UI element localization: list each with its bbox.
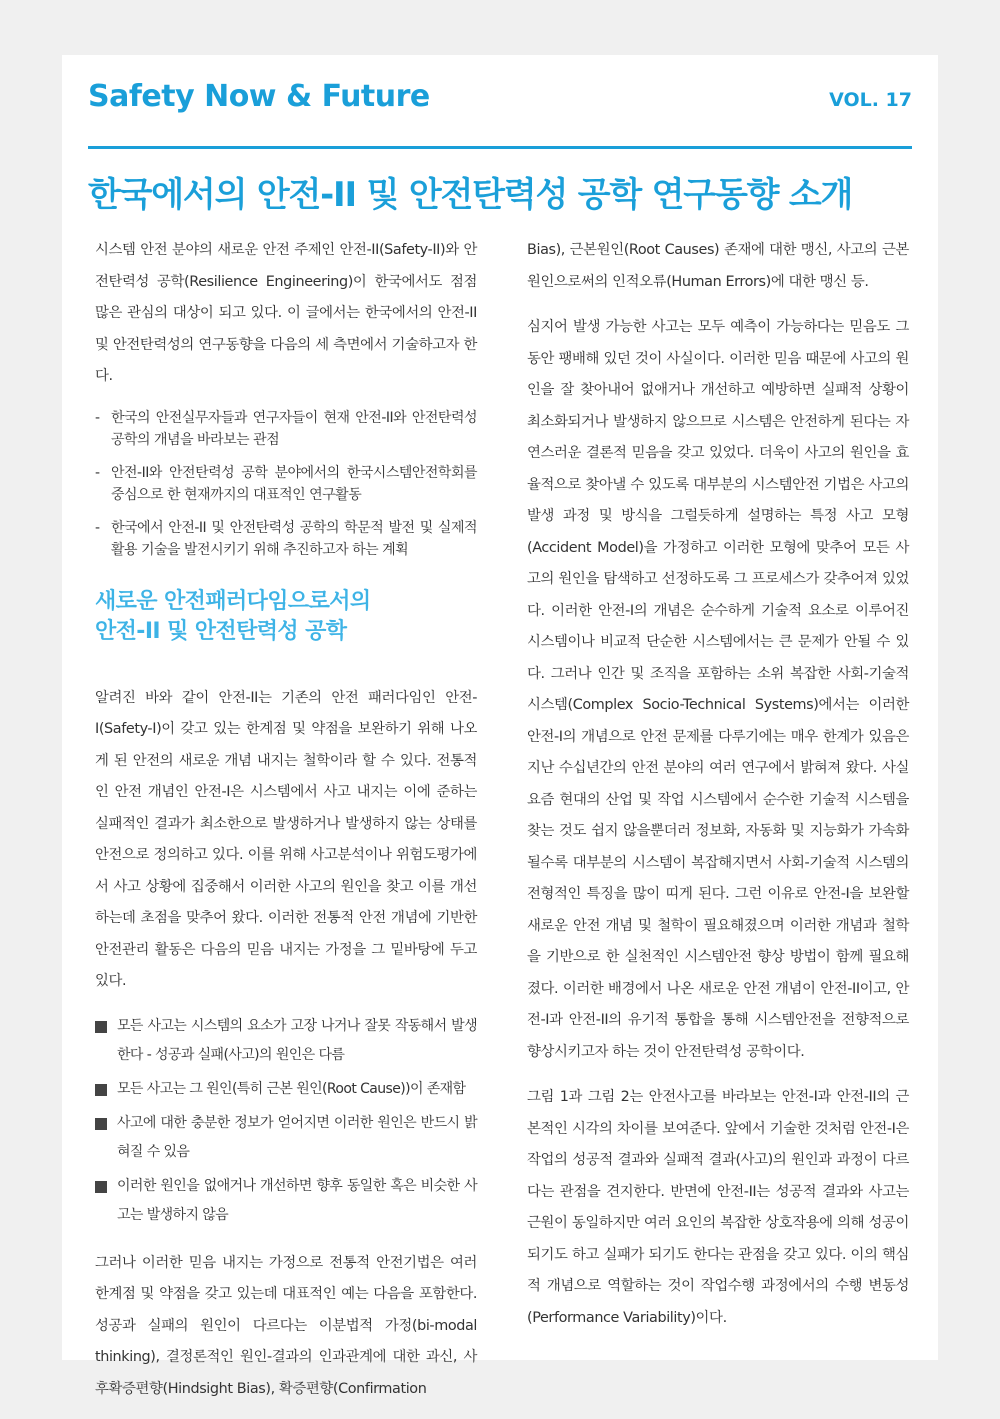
- magazine-title: Safety Now & Future: [88, 79, 430, 114]
- header: [88, 77, 912, 121]
- section-heading: 새로운 안전패러다임으로서의 안전-II 및 안전탄력성 공학: [95, 588, 371, 644]
- square-bullet-icon: [95, 1118, 107, 1130]
- square-bullet-icon: [95, 1181, 107, 1193]
- body-paragraph: Bias), 근본원인(Root Causes) 존재에 대한 맹신, 사고의 근본 원인으로써의 인적오류(Human Errors)에 대한 맹신 등.: [527, 242, 909, 290]
- beliefs-list: [95, 1012, 477, 1230]
- body-paragraph: 그림 1과 그림 2는 안전사고를 바라보는 안전-I과 안전-II의 근본적인 시각의 차이를 보여준다. 앞에서 기술한 것처럼 안전-I은 작업의 성공적 결과와 실패적 결과(사고)의 원인과 과정이 다르다는 관점을 견지한다. 반면에 안전-II는 성공적 결과와 사고는 근원이 동일하지만 여러 요인의 복잡한 상호작용에 의해 성공이 되기도 하고 실패가 되기도 한다는 관점을 갖고 있다. 이의 핵심적 개념으로 역할하는 것이 작업수행 과정에서의 수행 변동성(Performance Variability)이다.: [527, 1089, 909, 1326]
- volume-number: VOL. 17: [829, 89, 912, 111]
- dash-marker: -: [95, 464, 100, 481]
- right-column: [527, 235, 909, 1348]
- body-paragraph: 그러나 이러한 믿음 내지는 가정으로 전통적 안전기법은 여러 한계점 및 약점을 갖고 있는데 대표적인 예는 다음을 포함한다. 성공과 실패의 원인이 다르다는 이분법적 가정(bi-modal thinking), 결정론적인 원인-결과의 인과관계에 대한 과신, 사후확증편향(Hindsight Bias), 확증편향(Confirmation: [95, 1254, 477, 1397]
- list-item: 모든 사고는 시스템의 요소가 고장 나거나 잘못 작동해서 발생한다 - 성공과 실패(사고)의 원인은 다름: [95, 1012, 477, 1070]
- list-item: - 한국에서 안전-II 및 안전탄력성 공학의 학문적 발전 및 실제적 활용 기술을 발전시키기 위해 추진하고자 하는 계획: [95, 517, 477, 561]
- list-item: 사고에 대한 충분한 정보가 얻어지면 이러한 원인은 반드시 밝혀질 수 있음: [95, 1109, 477, 1167]
- article-title: 한국에서의 안전-II 및 안전탄력성 공학 연구동향 소개: [88, 175, 853, 215]
- body-paragraph: 심지어 발생 가능한 사고는 모두 예측이 가능하다는 믿음도 그동안 팽배해 있던 것이 사실이다. 이러한 믿음 때문에 사고의 원인을 잘 찾아내어 없애거나 개선하고 예방하면 실패적 상황이 최소화되거나 발생하지 않으므로 시스템은 안전하게 된다는 자연스러운 결론적 믿음을 갖고 있었다. 더욱이 사고의 원인을 효율적으로 찾아낼 수 있도록 대부분의 시스템안전 기법은 사고의 발생 과정 및 방식을 그럴듯하게 설명하는 특정 사고 모형(Accident Model)을 가정하고 이러한 모형에 맞추어 모든 사고의 원인을 탐색하고 선정하도록 그 프로세스가 갖추어져 있었다. 이러한 안전-I의 개념은 순수하게 기술적 요소로 이루어진 시스템이나 비교적 단순한 시스템에서는 큰 문제가 안될 수 있다. 그러나 인간 및 조직을 포함하는 소위 복잡한 사회-기술적 시스템(Complex Socio-Technical Systems)에서는 이러한 안전-I의 개념으로 안전 문제를 다루기에는 매우 한계가 있음은 지난 수십년간의 안전 분야의 여러 연구에서 밝혀져 왔다. 사실 요즘 현대의 산업 및 작업 시스템에서 순수한 기술적 시스템을 찾는 것도 쉽지 않을뿐더러 정보화, 자동화 및 지능화가 가속화될수록 대부분의 시스템이 복잡해지면서 사회-기술적 시스템의 전형적인 특징을 많이 띠게 된다. 그런 이유로 안전-I을 보완할 새로운 안전 개념 및 철학이 필요해졌으며 이러한 개념과 철학을 기반으로 한 실천적인 시스템안전 향상 방법이 함께 필요해졌다. 이러한 배경에서 나온 새로운 안전 개념이 안전-II이고, 안전-I과 안전-II의 유기적 통합을 통해 시스템안전을 전향적으로 향상시키고자 하는 것이 안전탄력성 공학이다.: [527, 319, 909, 1060]
- list-item: - 안전-II와 안전탄력성 공학 분야에서의 한국시스템안전학회를 중심으로 한 현재까지의 대표적인 연구활동: [95, 462, 477, 506]
- dash-marker: -: [95, 519, 100, 536]
- dash-marker: -: [95, 409, 100, 426]
- list-item: - 한국의 안전실무자들과 연구자들이 현재 안전-II와 안전탄력성 공학의 개념을 바라보는 관점: [95, 407, 477, 451]
- list-item: 모든 사고는 그 원인(특히 근본 원인(Root Cause))이 존재함: [95, 1075, 477, 1104]
- left-column: [95, 235, 477, 1419]
- intro-paragraph: 시스템 안전 분야의 새로운 안전 주제인 안전-II(Safety-II)와 안전탄력성 공학(Resilience Engineering)이 한국에서도 점점 많은 관심의 대상이 되고 있다. 이 글에서는 한국에서의 안전-II 및 안전탄력성의 연구동향을 다음의 세 측면에서 기술하고자 한다.: [95, 242, 477, 384]
- header-divider: [88, 146, 912, 149]
- list-item: 이러한 원인을 없애거나 개선하면 향후 동일한 혹은 비슷한 사고는 발생하지 않음: [95, 1172, 477, 1230]
- perspective-list: [95, 407, 477, 561]
- square-bullet-icon: [95, 1084, 107, 1096]
- square-bullet-icon: [95, 1021, 107, 1033]
- page: [62, 55, 938, 1397]
- body-paragraph: 알려진 바와 같이 안전-II는 기존의 안전 패러다임인 안전-I(Safety-I)이 갖고 있는 한계점 및 약점을 보완하기 위해 나오게 된 안전의 새로운 개념 내지는 철학이라 할 수 있다. 전통적인 안전 개념인 안전-I은 시스템에서 사고 내지는 이에 준하는 실패적인 결과가 최소한으로 발생하거나 발생하지 않는 상태를 안전으로 정의하고 있다. 이를 위해 사고분석이나 위험도평가에서 사고 상황에 집중해서 이러한 사고의 원인을 찾고 이를 개선하는데 초점을 맞추어 왔다. 이러한 전통적 안전 개념에 기반한 안전관리 활동은 다음의 믿음 내지는 가정을 그 밑바탕에 두고 있다.: [95, 689, 477, 989]
